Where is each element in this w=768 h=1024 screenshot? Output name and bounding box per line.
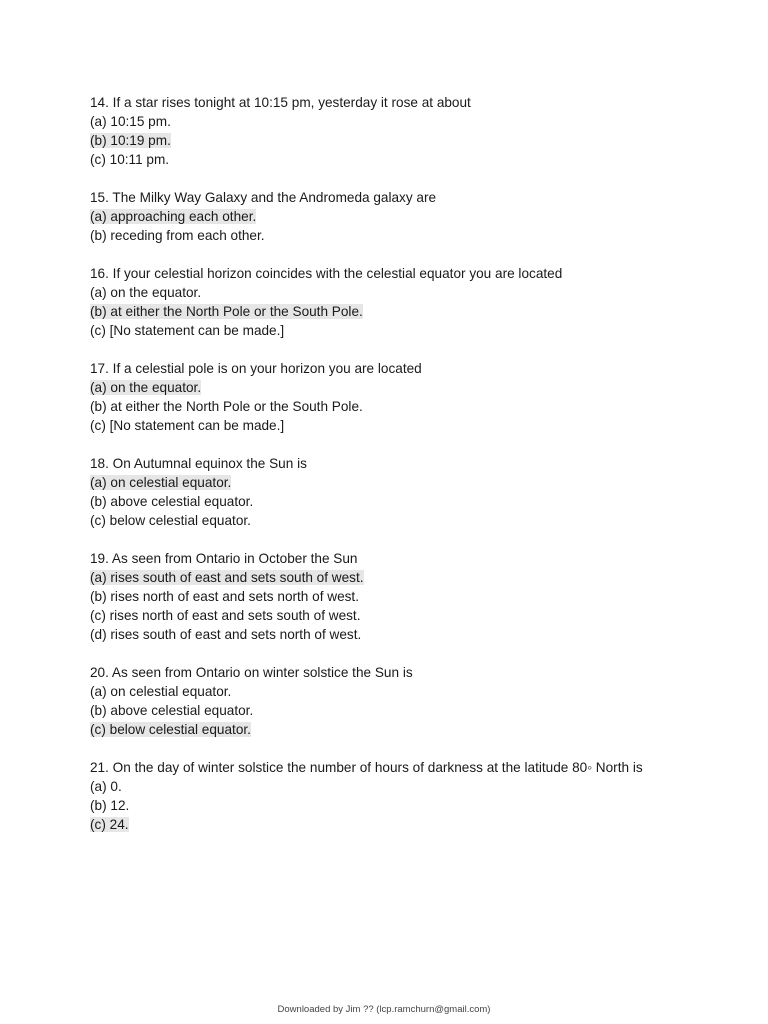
answer-option-text: (a) on the equator. <box>90 285 202 300</box>
answer-option <box>90 397 690 416</box>
answer-option-text: (c) [No statement can be made.] <box>90 418 285 433</box>
answer-option-highlighted <box>90 131 690 150</box>
answer-option-text: (a) rises south of east and sets south of west. <box>90 570 364 585</box>
answer-option-text: (c) below celestial equator. <box>90 513 251 528</box>
answer-option <box>90 625 690 644</box>
question-list <box>90 93 690 853</box>
question-stem: 17. If a celestial pole is on your horizon you are located <box>90 361 422 376</box>
download-footer: Downloaded by Jim ?? (lcp.ramchurn@gmail.com) <box>277 1004 491 1015</box>
answer-option-text: (c) 24. <box>90 817 129 832</box>
answer-option <box>90 587 690 606</box>
answer-option-text: (b) above celestial equator. <box>90 703 254 718</box>
question-block <box>90 758 690 834</box>
answer-option-text: (b) above celestial equator. <box>90 494 254 509</box>
answer-option <box>90 777 690 796</box>
question-stem: 21. On the day of winter solstice the number of hours of darkness at the latitude 80◦ North is <box>90 760 643 775</box>
question-stem: 14. If a star rises tonight at 10:15 pm, yesterday it rose at about <box>90 95 471 110</box>
answer-option-text: (b) at either the North Pole or the South Pole. <box>90 304 363 319</box>
answer-option-text: (c) rises north of east and sets south of west. <box>90 608 361 623</box>
answer-option-highlighted <box>90 473 690 492</box>
question-block <box>90 359 690 435</box>
answer-option-text: (c) below celestial equator. <box>90 722 251 737</box>
question-stem: 20. As seen from Ontario on winter solstice the Sun is <box>90 665 413 680</box>
question-stem: 18. On Autumnal equinox the Sun is <box>90 456 307 471</box>
answer-option-text: (b) rises north of east and sets north of west. <box>90 589 359 604</box>
answer-option-text: (a) 0. <box>90 779 122 794</box>
answer-option <box>90 682 690 701</box>
question-block <box>90 264 690 340</box>
answer-option-text: (a) on celestial equator. <box>90 475 232 490</box>
answer-option <box>90 112 690 131</box>
answer-option-text: (d) rises south of east and sets north of west. <box>90 627 362 642</box>
answer-option-text: (c) 10:11 pm. <box>90 152 170 167</box>
question-stem: 19. As seen from Ontario in October the Sun <box>90 551 358 566</box>
answer-option-highlighted <box>90 568 690 587</box>
answer-option-text: (b) 12. <box>90 798 130 813</box>
answer-option-text: (a) approaching each other. <box>90 209 257 224</box>
answer-option-highlighted <box>90 720 690 739</box>
answer-option-highlighted <box>90 378 690 397</box>
answer-option <box>90 796 690 815</box>
answer-option-highlighted <box>90 302 690 321</box>
question-block <box>90 188 690 245</box>
answer-option <box>90 701 690 720</box>
answer-option <box>90 283 690 302</box>
answer-option-text: (a) on celestial equator. <box>90 684 232 699</box>
answer-option-text: (b) 10:19 pm. <box>90 133 171 148</box>
question-block <box>90 454 690 530</box>
answer-option <box>90 150 690 169</box>
answer-option-highlighted <box>90 815 690 834</box>
answer-option <box>90 606 690 625</box>
question-stem: 15. The Milky Way Galaxy and the Andromeda galaxy are <box>90 190 437 205</box>
answer-option <box>90 321 690 340</box>
answer-option <box>90 416 690 435</box>
answer-option <box>90 511 690 530</box>
answer-option-highlighted <box>90 207 690 226</box>
question-block <box>90 549 690 644</box>
answer-option-text: (c) [No statement can be made.] <box>90 323 285 338</box>
answer-option-text: (a) on the equator. <box>90 380 202 395</box>
answer-option <box>90 226 690 245</box>
answer-option-text: (b) at either the North Pole or the South Pole. <box>90 399 363 414</box>
question-block <box>90 93 690 169</box>
answer-option-text: (a) 10:15 pm. <box>90 114 171 129</box>
question-block <box>90 663 690 739</box>
question-stem: 16. If your celestial horizon coincides with the celestial equator you are located <box>90 266 563 281</box>
answer-option-text: (b) receding from each other. <box>90 228 265 243</box>
answer-option <box>90 492 690 511</box>
